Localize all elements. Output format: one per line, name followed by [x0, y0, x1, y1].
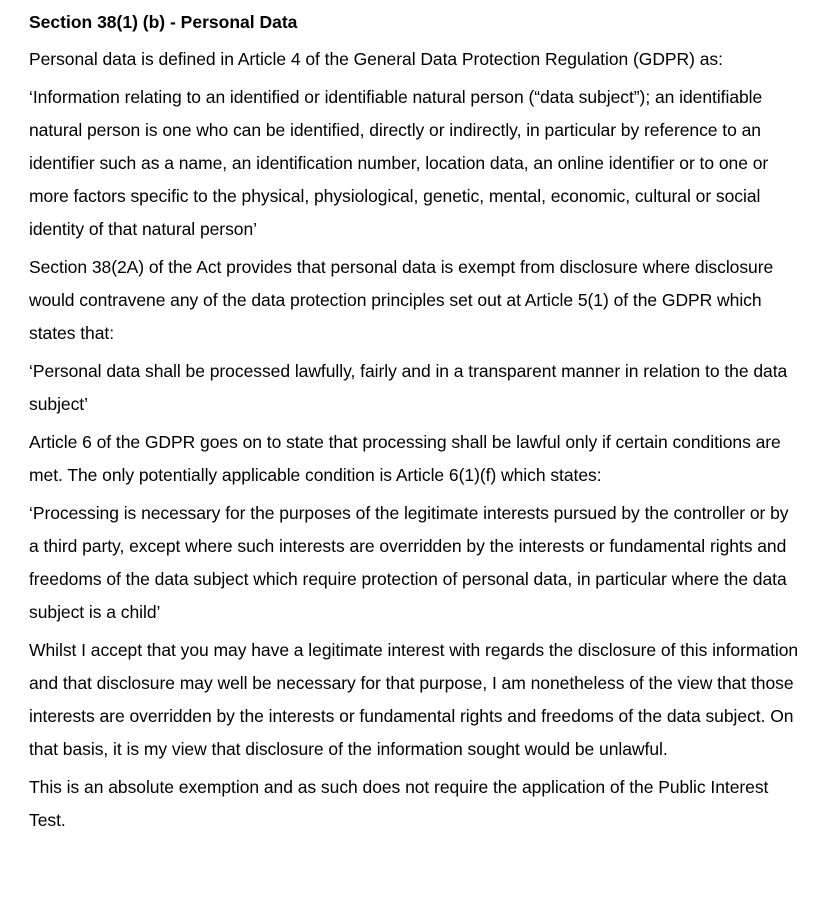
paragraph-article-6: Article 6 of the GDPR goes on to state that processing shall be lawful only if certain conditions are met. The only potentially applicable condition is Article 6(1)(f) which states: [29, 432, 781, 485]
paragraph-definition-quote: ‘Information relating to an identified or identifiable natural person (“data subject”); an identifiable natural person is one who can be identified, directly or indirectly, in particular by reference to an identifier such as a name, an identification number, location data, an online identifier or to one or more factors specific to the physical, physiological, genetic, mental, economic, cultural or social identity of that natural person’ [29, 87, 769, 239]
paragraph-principle-quote: ‘Personal data shall be processed lawfully, fairly and in a transparent manner in relation to the data subject’ [29, 361, 788, 414]
paragraph-absolute-exemption: This is an absolute exemption and as such does not require the application of the Public Interest Test. [29, 777, 769, 830]
paragraph-section-38-2a: Section 38(2A) of the Act provides that personal data is exempt from disclosure where disclosure would contravene any of the data protection principles set out at Article 5(1) of the GDPR which states that: [29, 257, 774, 343]
paragraph-definition-intro: Personal data is defined in Article 4 of the General Data Protection Regulation (GDPR) as: [29, 49, 723, 69]
paragraph-article-6-quote: ‘Processing is necessary for the purposes of the legitimate interests pursued by the controller or by a third party, except where such interests are overridden by the interests or fundamental rights and freedoms of the data subject which require protection of personal data, in particular where the data subject is a child’ [29, 503, 789, 622]
paragraph-legitimate-interest: Whilst I accept that you may have a legitimate interest with regards the disclosure of this information and that disclosure may well be necessary for that purpose, I am nonetheless of the view that those interests are overridden by the interests or fundamental rights and freedoms of the data subject. On that basis, it is my view that disclosure of the information sought would be unlawful. [29, 640, 799, 759]
section-heading: Section 38(1) (b) - Personal Data [29, 12, 298, 32]
